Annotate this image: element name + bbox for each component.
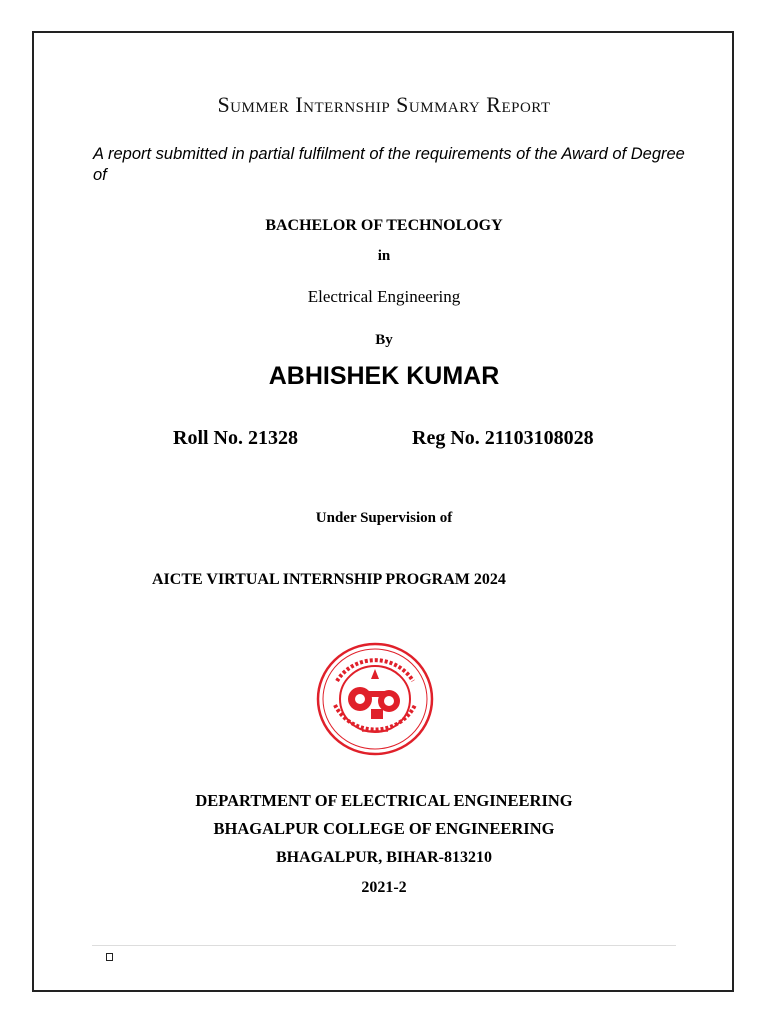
- student-name: ABHISHEK KUMAR: [268, 362, 500, 390]
- registration-number: Reg No. 21103108028: [412, 427, 594, 449]
- in-text: in: [377, 248, 391, 264]
- roll-number: Roll No. 21328: [173, 427, 298, 449]
- program-name: AICTE VIRTUAL INTERNSHIP PROGRAM 2024: [152, 571, 506, 588]
- college-name: BHAGALPUR COLLEGE OF ENGINEERING: [213, 819, 555, 838]
- college-address: BHAGALPUR, BIHAR-813210: [275, 849, 492, 866]
- department-name: DEPARTMENT OF ELECTRICAL ENGINEERING: [195, 791, 573, 810]
- supervision-label: Under Supervision of: [315, 510, 453, 526]
- by-text: By: [375, 332, 393, 348]
- report-title: Summer Internship Summary Report: [217, 92, 551, 117]
- branch-name: Electrical Engineering: [307, 287, 461, 306]
- academic-year: 2021-2: [361, 879, 407, 896]
- college-seal-logo: [315, 641, 435, 757]
- degree-name: BACHELOR OF TECHNOLOGY: [265, 217, 503, 234]
- missing-glyph-icon: [106, 953, 113, 961]
- report-subtitle: A report submitted in partial fulfilment of the requirements of the Award of Degree of: [93, 145, 685, 184]
- footer-divider: [92, 945, 676, 946]
